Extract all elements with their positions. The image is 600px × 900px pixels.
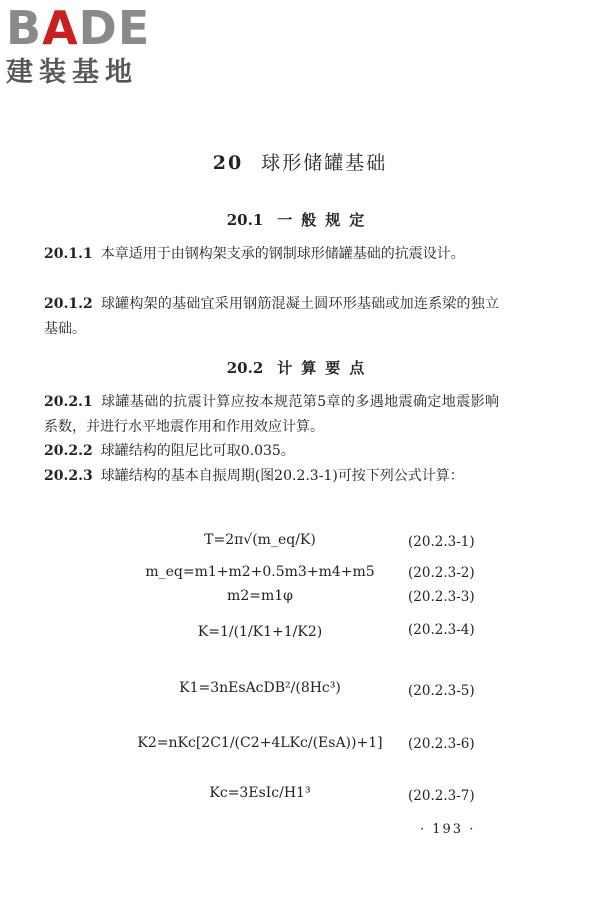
equation-7: Kc=3EsIc/H1³ — [209, 785, 311, 801]
equation-4: K=1/(1/K1+1/K2) — [197, 624, 323, 640]
logo-wordmark: BADE — [6, 1, 151, 55]
equation-2: m_eq=m1+m2+0.5m3+m4+m5 — [145, 564, 375, 580]
logo-subtitle: 建装基地 — [6, 57, 138, 88]
equation-3-label: (20.2.3-3) — [408, 589, 475, 605]
paragraph-20-2-1: 20.2.1 球罐基础的抗震计算应按本规范第5章的多遇地震确定地震影响系数，并进行水平地震作用和作用效应计算。 — [44, 394, 499, 435]
section-heading-20-1: 20.1 一般规定 — [226, 211, 374, 229]
equation-2-label: (20.2.3-2) — [408, 565, 475, 581]
paragraph-20-1-2: 20.1.2 球罐构架的基础宜采用钢筋混凝土圆环形基础或加连系梁的独立基础。 — [44, 296, 499, 337]
page-number: · 193 · — [420, 822, 476, 837]
equation-3: m2=m1φ — [227, 588, 293, 604]
paragraph-20-1-1: 20.1.1 本章适用于由钢构架支承的钢制球形储罐基础的抗震设计。 — [44, 246, 465, 262]
equation-1-label: (20.2.3-1) — [408, 534, 475, 550]
section-heading-20-2: 20.2 计算要点 — [226, 359, 374, 377]
paragraph-20-2-2: 20.2.2 球罐结构的阻尼比可取0.035。 — [44, 443, 295, 459]
equation-6: K2=nKc[2C1/(C2+4LKc/(EsA))+1] — [137, 735, 383, 751]
equation-6-label: (20.2.3-6) — [408, 736, 475, 752]
chapter-number: 20 — [212, 152, 244, 174]
chapter-title-text: 球形储罐基础 — [261, 152, 388, 174]
chapter-title — [0, 148, 600, 175]
equation-5: K1=3nEsAcDB²/(8Hc³) — [179, 680, 341, 696]
equation-1: T=2π√(m_eq/K) — [204, 532, 316, 548]
brand-logo — [6, 1, 176, 90]
equation-7-label: (20.2.3-7) — [408, 788, 475, 804]
equation-5-label: (20.2.3-5) — [408, 683, 475, 699]
paragraph-20-2-3: 20.2.3 球罐结构的基本自振周期(图20.2.3-1)可按下列公式计算： — [44, 468, 464, 484]
equation-4-label: (20.2.3-4) — [408, 622, 475, 638]
